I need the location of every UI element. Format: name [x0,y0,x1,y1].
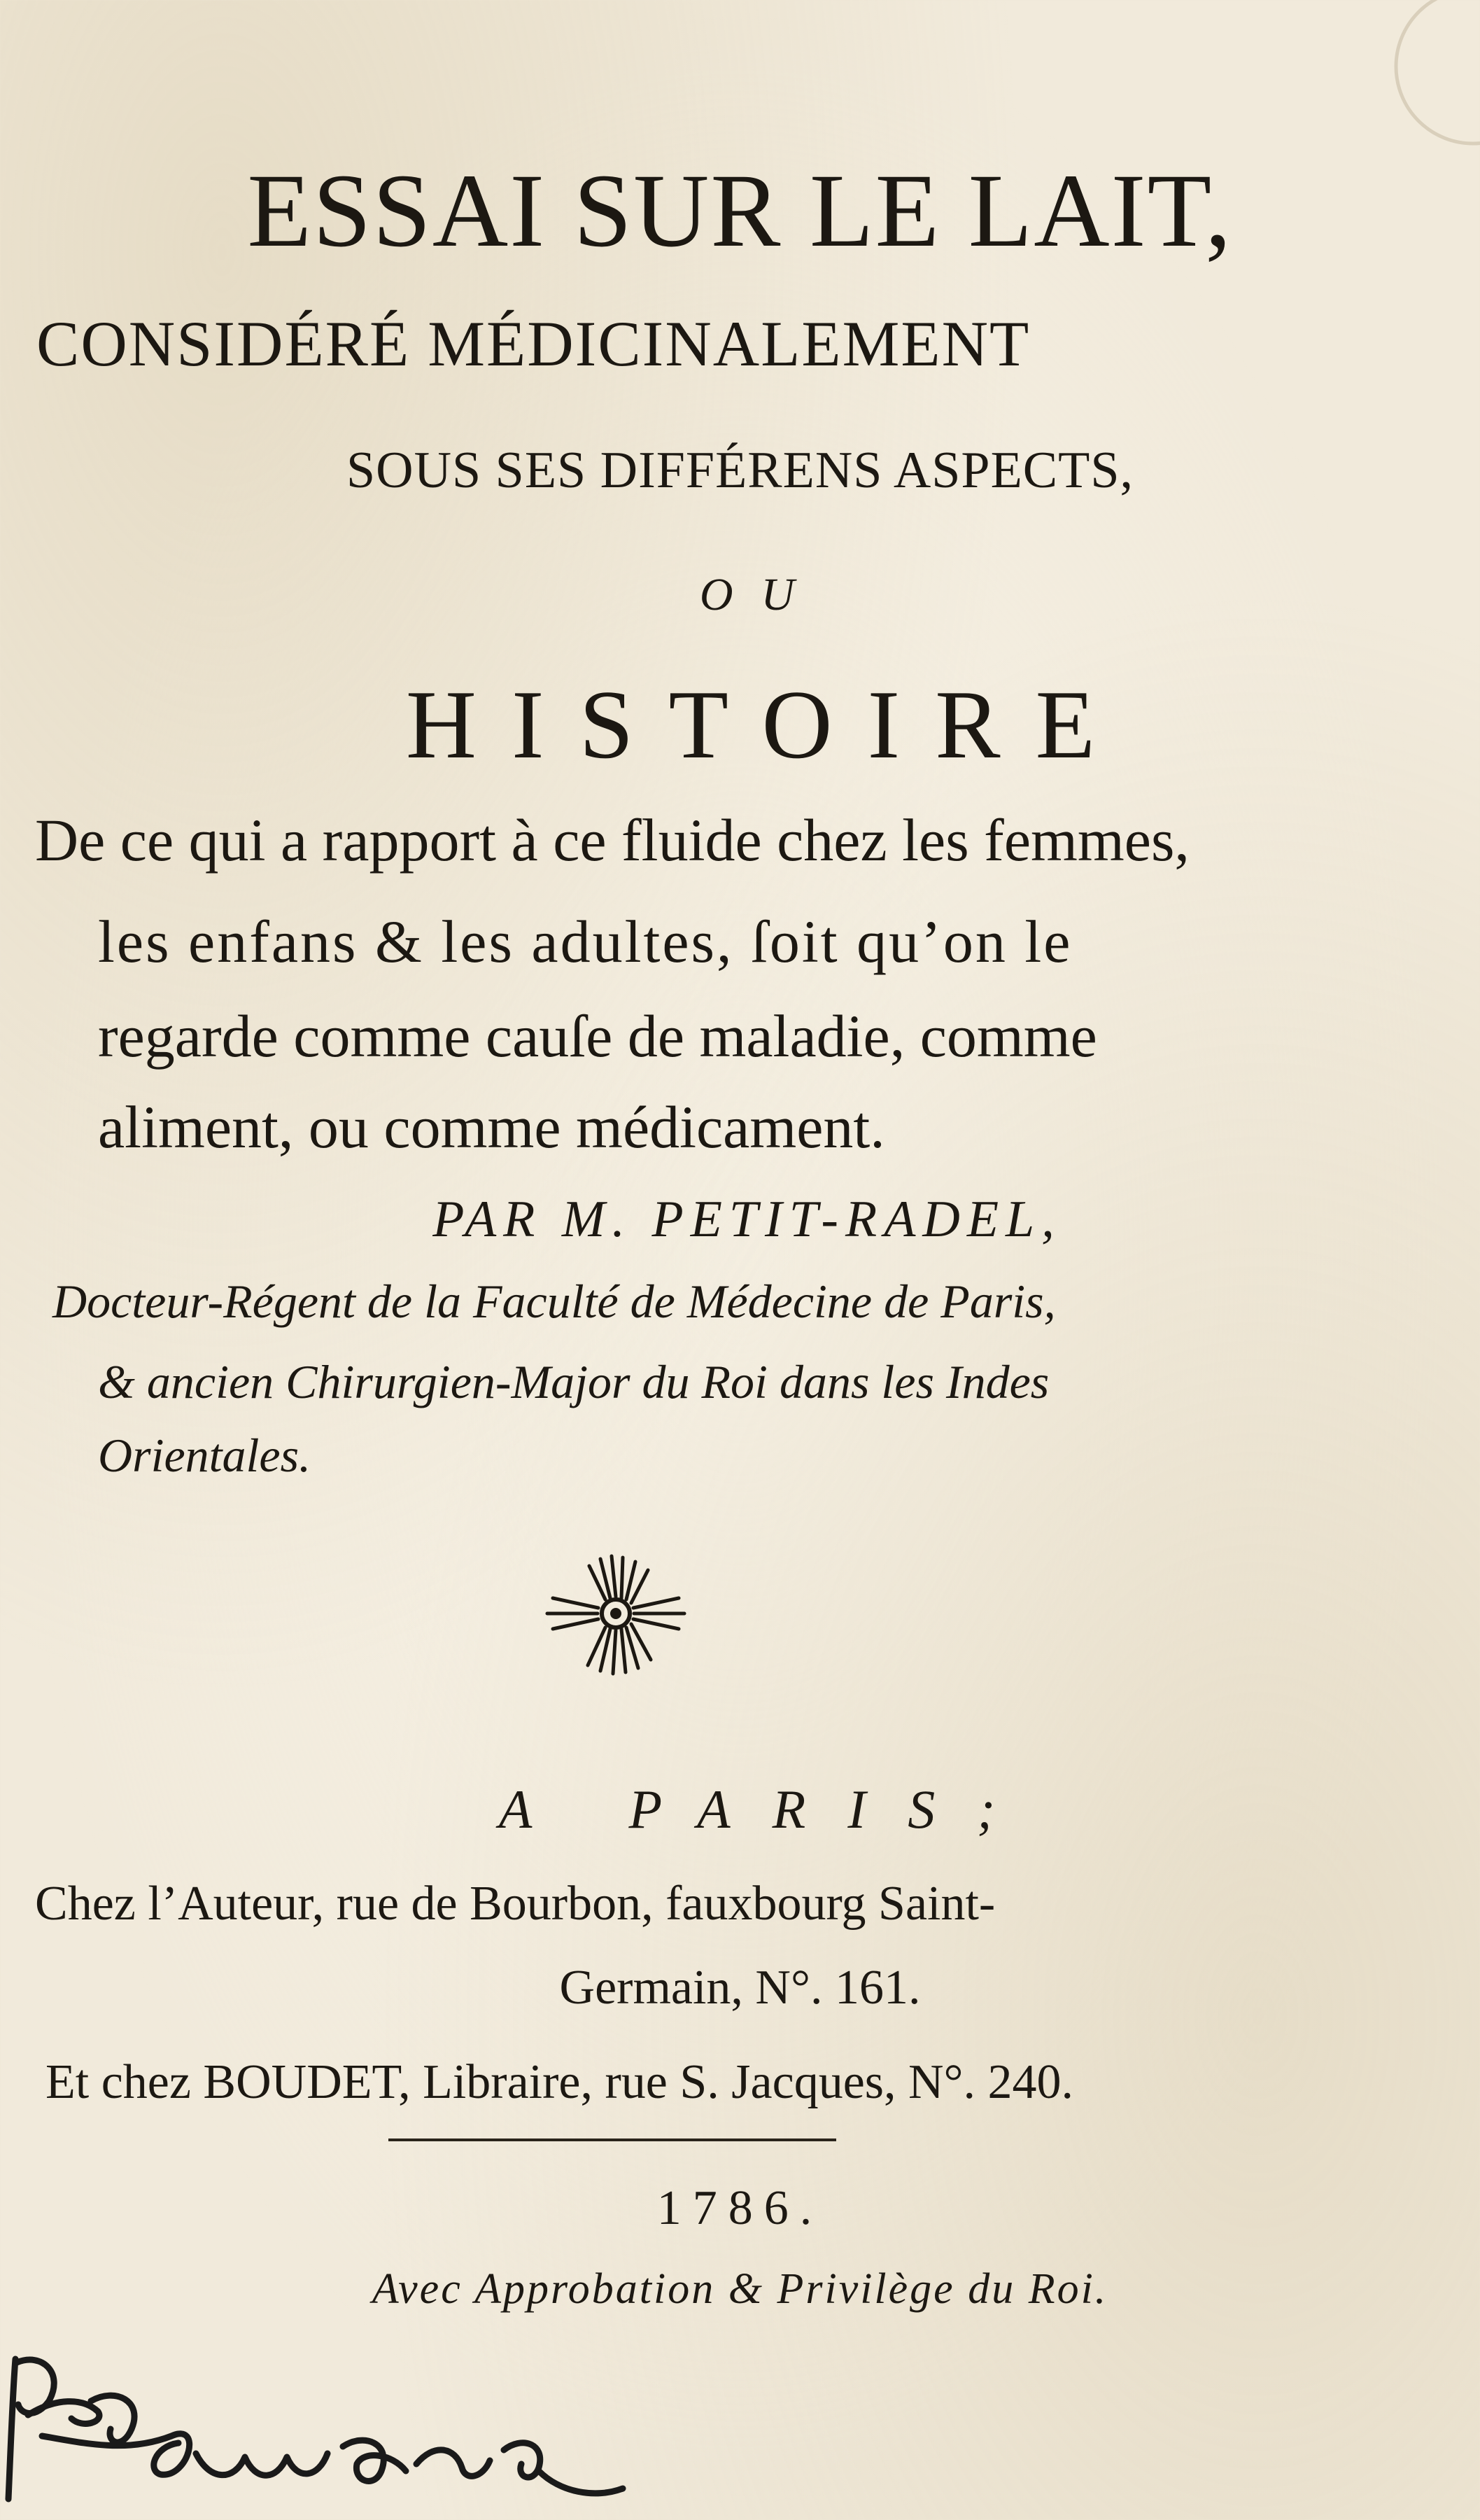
imprint-line: Et chez BOUDET, Libraire, rue S. Jacques, N°. 240. [45,2055,1074,2109]
imprint-line: Chez l’Auteur, rue de Bourbon, fauxbourg Saint- [35,1877,996,1931]
subtitle-line-2: SOUS SES DIFFÉRENS ASPECTS, [346,442,1134,499]
description-line: les enfans & les adultes, ſoit qu’on le [98,908,1073,975]
author-credential-line: Docteur-Régent de la Faculté de Médecine de Paris, [52,1275,1056,1328]
description-line: aliment, ou comme médicament. [98,1093,885,1161]
book-title: ESSAI SUR LE LAIT, [247,153,1233,269]
publication-year: 1786. [656,2181,824,2235]
description-line: De ce qui a rapport à ce fluide chez les femmes, [35,806,1190,874]
imprint-city: A PARIS; [498,1779,1038,1840]
author-name: PAR M. PETIT-RADEL, [432,1191,1062,1248]
handwritten-signature [0,2331,630,2520]
imprint-line: Germain, N°. 161. [559,1961,921,2015]
printers-flower-ornament-icon [539,1547,693,1680]
horizontal-rule [388,2138,836,2141]
conjunction: OU [699,569,823,620]
author-credential-line: Orientales. [98,1429,311,1482]
royal-approbation: Avec Approbation & Privilège du Roi. [372,2265,1108,2313]
author-credential-line: & ancien Chirurgien-Major du Roi dans les Indes [98,1355,1050,1408]
subtitle-line-1: CONSIDÉRÉ MÉDICINALEMENT [36,308,1031,379]
description-line: regarde comme cauſe de maladie, comme [98,1002,1097,1070]
alternate-title: HISTOIRE [405,671,1131,779]
scan-edge-mark [1312,0,1480,168]
